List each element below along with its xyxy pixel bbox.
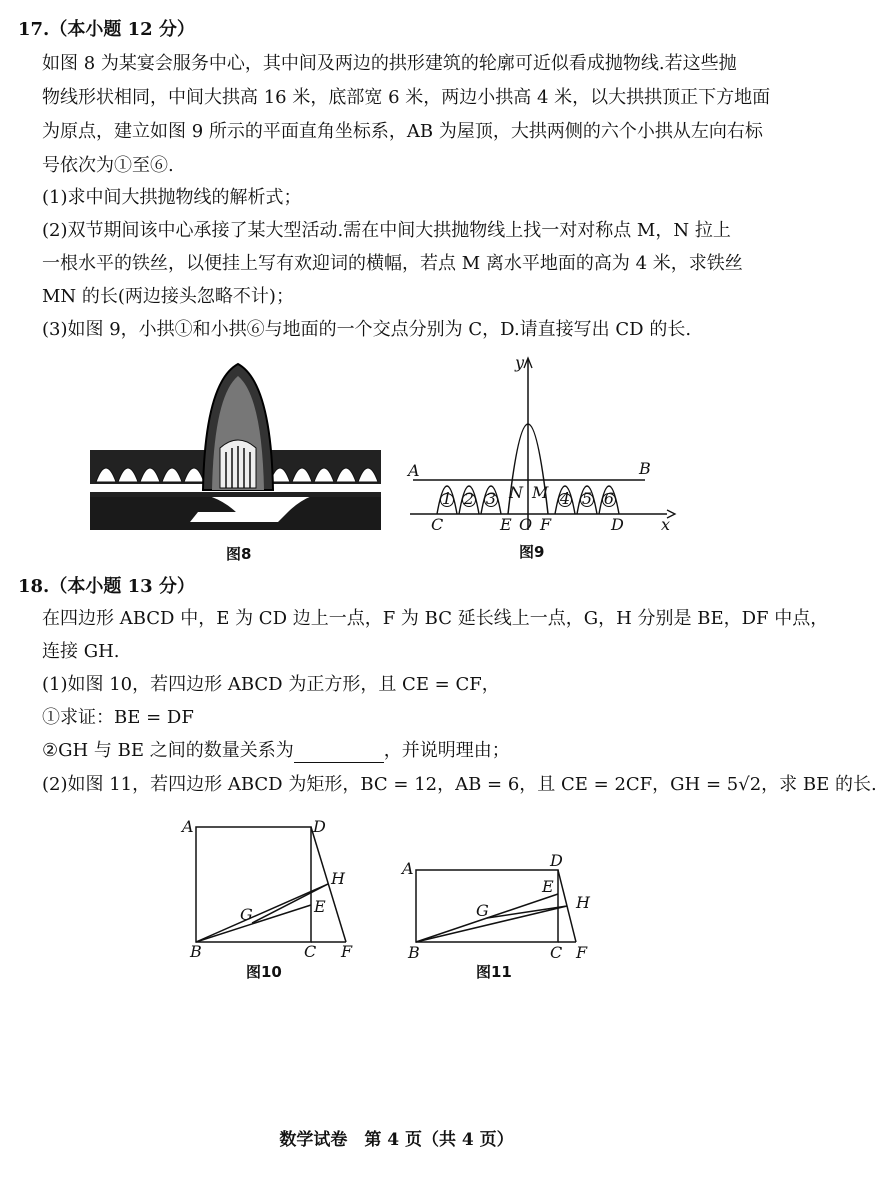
q17-header: 17.（本小题 12 分） [18,19,195,40]
f10-label-F: F [341,942,353,961]
q17-part2-line: 一根水平的铁丝，以便挂上写有欢迎词的横幅，若点 M 离水平地面的高为 4 米，求铁丝 [42,253,743,274]
arch-label-2: 2 [463,489,475,508]
label-B: B [639,459,651,478]
figure-10-diagram [176,812,366,962]
q17-part1: (1)求中间大拱抛物线的解析式； [42,187,302,208]
q18-stem-line: 在四边形 ABCD 中，E 为 CD 边上一点，F 为 BC 延长线上一点，G，H 分别是 BE，DF 中点， [42,608,829,629]
label-F: F [540,515,552,534]
q17-stem-line: 如图 8 为某宴会服务中心，其中间及两边的拱形建筑的轮廓可近似看成抛物线.若这些抛 [42,53,737,74]
q17-stem-line: 物线形状相同，中间大拱高 16 米，底部宽 6 米，两边小拱高 4 米，以大拱拱顶正下方地面 [42,87,771,108]
figure-8-caption: 图8 [226,545,252,563]
label-x: x [661,515,671,534]
f10-label-D: D [313,817,326,836]
q17-stem-line: 为原点，建立如图 9 所示的平面直角坐标系，AB 为屋顶，大拱两侧的六个小拱从左向右标 [42,121,763,142]
f10-label-H: H [331,869,345,888]
arch-label-3: 3 [485,489,497,508]
f10-label-C: C [304,942,317,961]
label-M: M [532,483,549,502]
f10-label-E: E [314,897,326,916]
figure-8-building [88,362,383,534]
q17-part2-line: (2)双节期间该中心承接了某大型活动.需在中间大拱抛物线上找一对对称点 M，N 拉上 [42,220,731,241]
q17-stem-line: 号依次为①至⑥. [42,155,174,176]
f11-label-C: C [550,943,563,962]
arch-label-6: 6 [603,489,615,508]
f11-label-A: A [402,859,414,878]
label-N: N [509,483,523,502]
f11-label-G: G [476,901,489,920]
q18-part1: (1)如图 10，若四边形 ABCD 为正方形，且 CE = CF， [42,674,500,695]
q18-stem-line: 连接 GH. [42,641,120,662]
arch-label-1: 1 [441,489,453,508]
q18-part1-b-text: ②GH 与 BE 之间的数量关系为 [42,740,294,761]
f10-label-B: B [190,942,202,961]
q18-header: 18.（本小题 13 分） [18,576,195,597]
q17-part2-line: MN 的长(两边接头忽略不计)； [42,286,294,307]
f10-label-A: A [182,817,194,836]
answer-blank[interactable] [294,744,384,763]
figure-11-diagram [398,848,598,963]
f11-label-D: D [550,851,563,870]
f11-label-E: E [542,877,554,896]
f10-label-G: G [240,905,253,924]
figure-9-diagram [405,352,675,537]
label-E: E [500,515,512,534]
f11-label-F: F [576,943,588,962]
label-y: y [515,353,525,372]
figure-10-caption: 图10 [246,963,282,981]
q18-part1-b [42,739,510,763]
figure-9-caption: 图9 [519,543,545,561]
label-A: A [408,461,420,480]
arch-label-4: 4 [559,489,571,508]
q17-part3: (3)如图 9，小拱①和小拱⑥与地面的一个交点分别为 C，D.请直接写出 CD 的长. [42,319,692,340]
f11-label-H: H [576,893,590,912]
q18-part1-b-tail: ，并说明理由； [383,740,510,761]
label-C: C [431,515,444,534]
page-footer: 数学试卷 第 4 页（共 4 页） [279,1130,514,1150]
q18-part1-a: ①求证：BE = DF [42,707,194,728]
arch-label-5: 5 [581,489,593,508]
q18-part2: (2)如图 11，若四边形 ABCD 为矩形，BC = 12，AB = 6，且 CE = 2CF，GH = 5√2，求 BE 的长. [42,774,877,795]
figure-11-caption: 图11 [476,963,512,981]
label-D: D [611,515,624,534]
f11-label-B: B [408,943,420,962]
label-O: O [519,515,533,534]
